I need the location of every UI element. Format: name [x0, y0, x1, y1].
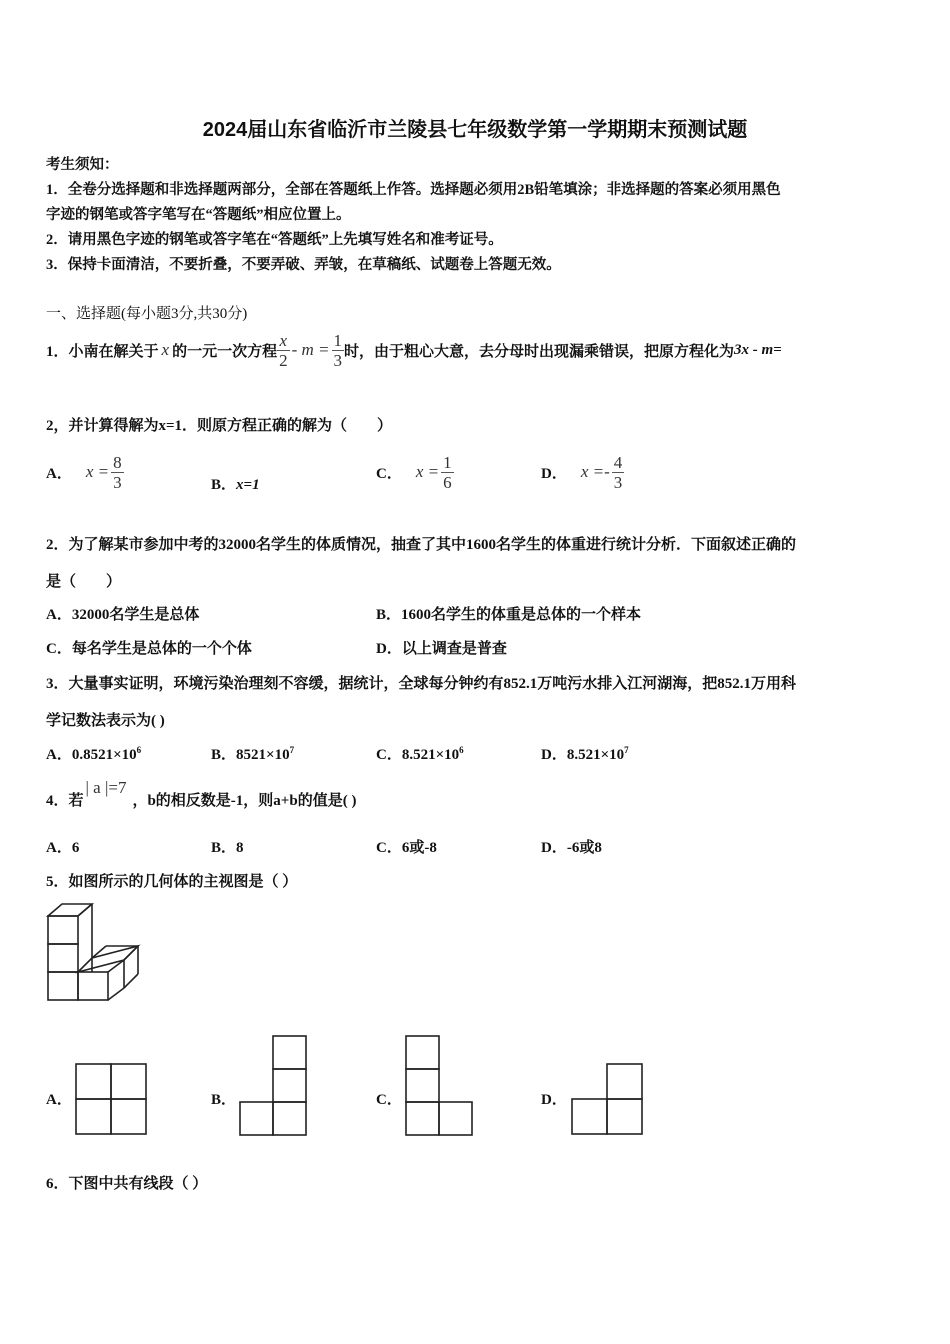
- q1-frac-1-over-3: $\frac{1}{3}$: [333, 330, 342, 370]
- q4-option-c[interactable]: C．6或-8: [376, 840, 437, 856]
- q2-option-c[interactable]: C．每名学生是总体的一个个体: [46, 641, 252, 657]
- q5-option-c-label[interactable]: C．: [376, 1092, 402, 1108]
- q1-eq-minus-m: - m =: [291, 340, 330, 359]
- question-2-line-2: 是（ ）: [46, 574, 122, 590]
- q2-option-b[interactable]: B．1600名学生的体重是总体的一个样本: [376, 607, 642, 623]
- notice-item-2: 2．请用黑色字迹的钢笔或答字笔在“答题纸”上先填写姓名和准考证号。: [46, 232, 503, 248]
- q1-var: x: [161, 340, 170, 359]
- q4-formula: | a |=7: [85, 778, 127, 797]
- q1-tail: 3x - m=: [734, 341, 782, 358]
- q5-option-b-label[interactable]: B．: [211, 1092, 237, 1108]
- q1-frac-x-over-2: $\frac{x}{2}$: [279, 330, 288, 370]
- notice-item-3: 3．保持卡面清洁，不要折叠，不要弄破、弄皱，在草稿纸、试题卷上答题无效。: [46, 257, 561, 273]
- question-6: 6．下图中共有线段（ ）: [46, 1176, 208, 1192]
- question-1-line-2: 2，并计算得解为x=1．则原方程正确的解为（ ）: [46, 418, 393, 434]
- question-3-line-1: 3．大量事实证明，环境污染治理刻不容缓，据统计，全球每分钟约有852.1万吨污水排入江河湖海，把852.1万用科: [46, 676, 797, 692]
- q1-post: 时，由于粗心大意，去分母时出现漏乘错误，把原方程化为: [344, 343, 735, 360]
- notice-heading: 考生须知：: [46, 157, 119, 173]
- q5-option-c-figure[interactable]: [404, 1034, 476, 1140]
- q5-option-b-figure[interactable]: [238, 1034, 310, 1140]
- q5-option-a-label[interactable]: A．: [46, 1092, 72, 1108]
- q5-option-d-label[interactable]: D．: [541, 1092, 567, 1108]
- question-2-line-1: 2．为了解某市参加中考的32000名学生的体质情况，抽查了其中1600名学生的体重进行统计分析．下面叙述正确的: [46, 537, 797, 553]
- q1-pre: 1．小南在解关于: [46, 343, 159, 360]
- q5-solid-figure: [40, 898, 150, 1008]
- q3-option-c[interactable]: C．$8.521\times 10^6$: [376, 745, 464, 763]
- q1-mid: 的一元一次方程: [172, 343, 278, 360]
- q1-option-b[interactable]: B．x=1: [211, 477, 260, 493]
- q3-option-b[interactable]: B．$8521\times 10^7$: [211, 745, 295, 763]
- q4-option-a[interactable]: A．6: [46, 840, 80, 856]
- question-4: 4．若 | a |=7 ，b的相反数是-1，则a+b的值是( ): [46, 778, 357, 809]
- page-title: 2024届山东省临沂市兰陵县七年级数学第一学期期末预测试题: [202, 119, 748, 141]
- q3-option-a[interactable]: A．$0.8521\times 10^6$: [46, 745, 142, 763]
- q5-option-d-figure[interactable]: [570, 1062, 646, 1138]
- q1-option-d[interactable]: D． x =- $\frac{4}{3}$: [541, 452, 623, 492]
- q1-option-a[interactable]: A． x = $\frac{8}{3}$: [46, 452, 122, 492]
- q1-option-c[interactable]: C． x = $\frac{1}{6}$: [376, 452, 452, 492]
- q5-option-a-figure[interactable]: [74, 1062, 150, 1138]
- question-1: [46, 326, 782, 374]
- question-5: 5．如图所示的几何体的主视图是（ ）: [46, 874, 298, 890]
- q3-option-d[interactable]: D．$8.521\times 10^7$: [541, 745, 629, 763]
- q2-option-a[interactable]: A．32000名学生是总体: [46, 607, 200, 623]
- notice-item-1-line-2: 字迹的钢笔或答字笔写在“答题纸”相应位置上。: [46, 207, 351, 223]
- q4-option-d[interactable]: D．-6或8: [541, 840, 602, 856]
- question-3-line-2: 学记数法表示为( ): [46, 713, 165, 729]
- section-heading: 一、选择题(每小题3分,共30分): [46, 306, 248, 322]
- q4-option-b[interactable]: B．8: [211, 840, 244, 856]
- q2-option-d[interactable]: D．以上调查是普查: [376, 641, 507, 657]
- notice-item-1-line-1: 1．全卷分选择题和非选择题两部分，全部在答题纸上作答。选择题必须用2B铅笔填涂；非选择题的答案必须用黑色: [46, 182, 781, 198]
